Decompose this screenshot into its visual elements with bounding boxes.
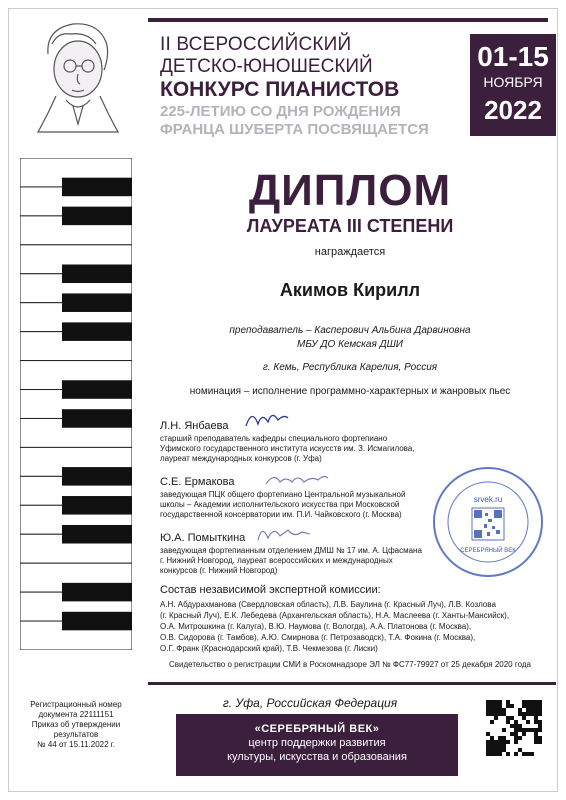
- header-rule: [148, 18, 548, 22]
- qr-module: [522, 728, 526, 732]
- black-key: [62, 178, 132, 197]
- date-range: 01-15: [477, 41, 549, 72]
- qr-module: [514, 752, 518, 756]
- qr-module: [522, 752, 526, 756]
- commission-title: Состав независимой экспертной комиссии:: [160, 584, 381, 596]
- qr-module: [486, 740, 490, 744]
- qr-module: [494, 744, 498, 748]
- qr-module: [526, 708, 530, 712]
- qr-module: [494, 752, 498, 756]
- qr-module: [534, 716, 538, 720]
- commission-line: О.Г. Франк (Краснодарский край), Т.В. Чекмезова (г. Лиски): [160, 644, 378, 653]
- qr-module: [490, 740, 494, 744]
- qr-module: [538, 712, 542, 716]
- qr-module: [502, 736, 506, 740]
- footer-rule: [148, 682, 556, 685]
- qr-module: [530, 708, 534, 712]
- diploma-title: ДИПЛОМ: [248, 166, 452, 215]
- qr-module: [538, 704, 542, 708]
- date-badge: [470, 34, 556, 136]
- qr-module: [486, 700, 490, 704]
- qr-module: [514, 728, 518, 732]
- qr-module: [530, 712, 534, 716]
- qr-module: [530, 704, 534, 708]
- qr-module: [530, 752, 534, 756]
- qr-module: [514, 740, 518, 744]
- qr-module: [518, 712, 522, 716]
- qr-module: [538, 736, 542, 740]
- qr-module: [534, 704, 538, 708]
- nomination-line: номинация – исполнение программно-характерных и жанровых пьес: [189, 386, 511, 397]
- footer-city: г. Уфа, Российская Федерация: [222, 696, 398, 710]
- qr-module: [498, 740, 502, 744]
- qr-module: [518, 736, 522, 740]
- qr-module: [534, 740, 538, 744]
- qr-module: [510, 732, 514, 736]
- qr-module: [498, 752, 502, 756]
- qr-module: [510, 724, 514, 728]
- qr-module: [498, 748, 502, 752]
- qr-module: [526, 704, 530, 708]
- qr-module: [498, 708, 502, 712]
- qr-module: [502, 740, 506, 744]
- qr-module: [490, 736, 494, 740]
- contest-title-line2: ДЕТСКО-ЮНОШЕСКИЙ: [160, 56, 373, 77]
- qr-module: [534, 728, 538, 732]
- qr-module: [534, 720, 538, 724]
- qr-module: [538, 700, 542, 704]
- qr-module: [498, 736, 502, 740]
- qr-module: [486, 752, 490, 756]
- qr-module: [518, 708, 522, 712]
- jury-desc: заведующая ПЦК общего фортепиано Центральной музыкальной школы – Академии исполнительского искусства при Московской государственной консерватории им. П.И. Чайковского (г. Москва): [160, 490, 406, 519]
- qr-module: [522, 716, 526, 720]
- qr-module: [526, 720, 530, 724]
- commission-line: (г. Красный Луч), Е.К. Лебедева (Архангельская область), Н.А. Маслеева (г. Ханты-Мансийск),: [160, 611, 510, 620]
- black-key: [62, 293, 132, 312]
- qr-module: [486, 704, 490, 708]
- qr-module: [518, 724, 522, 728]
- qr-module: [490, 752, 494, 756]
- qr-module: [490, 712, 494, 716]
- qr-module: [534, 708, 538, 712]
- qr-module: [502, 728, 506, 732]
- laureate-degree: ЛАУРЕАТА III СТЕПЕНИ: [246, 216, 454, 236]
- qr-module: [534, 732, 538, 736]
- qr-module: [494, 708, 498, 712]
- qr-module: [502, 708, 506, 712]
- schubert-portrait: [18, 14, 138, 154]
- qr-module: [526, 752, 530, 756]
- black-key: [62, 207, 132, 226]
- qr-module: [502, 744, 506, 748]
- qr-module: [510, 716, 514, 720]
- black-key: [62, 525, 132, 544]
- qr-module: [522, 704, 526, 708]
- registration-info: Регистрационный номер документа 22111151 Приказ об утверждении результатов № 44 от 15.11.2022 г.: [30, 700, 122, 749]
- qr-module: [510, 704, 514, 708]
- qr-module: [494, 740, 498, 744]
- contest-title-line1: II ВСЕРОССИЙСКИЙ: [160, 34, 352, 55]
- qr-module: [498, 700, 502, 704]
- qr-module: [514, 732, 518, 736]
- qr-module: [490, 700, 494, 704]
- qr-module: [494, 716, 498, 720]
- qr-code: [486, 700, 542, 756]
- qr-module: [490, 708, 494, 712]
- qr-module: [486, 708, 490, 712]
- jury-name: С.Е. Ермакова: [160, 476, 235, 488]
- qr-module: [506, 704, 510, 708]
- qr-module: [518, 728, 522, 732]
- qr-module: [494, 748, 498, 752]
- qr-module: [522, 712, 526, 716]
- commission-line: О.А. Митрошкина (г. Калуга), В.Ю. Наумова (г. Вологда), А.А. Платонова (г. Москва),: [160, 622, 472, 631]
- qr-module: [538, 708, 542, 712]
- qr-module: [486, 732, 490, 736]
- qr-module: [514, 720, 518, 724]
- qr-module: [506, 720, 510, 724]
- qr-module: [526, 728, 530, 732]
- qr-module: [498, 704, 502, 708]
- qr-module: [486, 712, 490, 716]
- qr-module: [490, 720, 494, 724]
- black-key: [62, 409, 132, 428]
- signature-2: [262, 468, 332, 490]
- black-key: [62, 322, 132, 341]
- qr-module: [514, 736, 518, 740]
- organization-desc-2: культуры, искусства и образования: [227, 751, 407, 763]
- qr-module: [494, 712, 498, 716]
- commission-line: А.Н. Абдурахманова (Свердловская область), Л.В. Баулина (г. Красный Луч), Л.В. Козлова: [160, 600, 496, 609]
- qr-module: [522, 732, 526, 736]
- dedication-line1: 225-ЛЕТИЮ СО ДНЯ РОЖДЕНИЯ: [160, 103, 401, 120]
- qr-module: [538, 740, 542, 744]
- jury-desc: старший преподаватель кафедры специального фортепиано Уфимского государственного института искусств им. З. Исмагилова, лауреат международных конкурсов (г. Уфа): [160, 434, 415, 463]
- qr-module: [534, 736, 538, 740]
- qr-module: [490, 744, 494, 748]
- black-key: [62, 467, 132, 486]
- commission-line: О.В. Сидорова (г. Тамбов), А.Ю. Смирнова (г. Петрозаводск), Т.А. Фокина (г. Москва),: [160, 633, 476, 642]
- organization-box: [176, 714, 458, 776]
- recipient-name: Акимов Кирилл: [279, 280, 421, 300]
- qr-module: [526, 712, 530, 716]
- qr-module: [506, 752, 510, 756]
- qr-module: [494, 704, 498, 708]
- piano-keys-decoration: [20, 158, 132, 650]
- qr-module: [486, 748, 490, 752]
- qr-module: [506, 716, 510, 720]
- qr-module: [502, 748, 506, 752]
- black-key: [62, 583, 132, 602]
- qr-module: [514, 724, 518, 728]
- contest-title-line3: КОНКУРС ПИАНИСТОВ: [160, 78, 400, 101]
- qr-module: [494, 700, 498, 704]
- date-month: НОЯБРЯ: [483, 74, 543, 90]
- dedication-line2: ФРАНЦА ШУБЕРТА ПОСВЯЩАЕТСЯ: [160, 121, 429, 138]
- qr-module: [526, 700, 530, 704]
- organization-desc-1: центр поддержки развития: [248, 737, 386, 749]
- black-key: [62, 496, 132, 515]
- qr-module: [506, 740, 510, 744]
- organization-name: «СЕРЕБРЯНЫЙ ВЕК»: [254, 723, 380, 735]
- black-key: [62, 265, 132, 284]
- city-line: г. Кемь, Республика Карелия, Россия: [262, 362, 438, 373]
- qr-module: [498, 712, 502, 716]
- awarded-label: награждается: [314, 246, 386, 258]
- black-key: [62, 612, 132, 631]
- stamp-center: СЕРЕБРЯНЫЙ ВЕК: [460, 548, 516, 554]
- qr-module: [518, 748, 522, 752]
- qr-module: [530, 700, 534, 704]
- signature-1: [242, 406, 292, 432]
- jury-name: Л.Н. Янбаева: [160, 420, 229, 432]
- black-key: [62, 380, 132, 399]
- qr-module: [490, 748, 494, 752]
- stamp-site: srvek.ru: [473, 495, 503, 504]
- qr-module: [538, 724, 542, 728]
- signature-3: [254, 522, 314, 546]
- teacher-line: преподаватель – Касперович Альбина Дарвиновна: [229, 325, 471, 336]
- qr-module: [538, 720, 542, 724]
- qr-module: [498, 744, 502, 748]
- jury-name: Ю.А. Помыткина: [160, 532, 246, 544]
- registry-note: Свидетельство о регистрации СМИ в Роскомнадзоре ЭЛ № ФС77-79927 от 25 декабря 2020 года: [169, 660, 531, 669]
- school-line: МБУ ДО Кемская ДШИ: [297, 339, 403, 350]
- qr-module: [486, 744, 490, 748]
- qr-module: [490, 704, 494, 708]
- qr-module: [502, 712, 506, 716]
- qr-module: [534, 700, 538, 704]
- qr-module: [538, 728, 542, 732]
- date-year: 2022: [484, 95, 542, 125]
- organization-stamp: [432, 466, 544, 578]
- qr-module: [534, 712, 538, 716]
- jury-desc: заведующая фортепианным отделением ДМШ № 17 им. А. Цфасмана г. Нижний Новгород, лауреат всероссийских и международных конкурсов (г. Нижний Новгород): [160, 546, 422, 575]
- qr-module: [530, 728, 534, 732]
- qr-module: [506, 700, 510, 704]
- qr-module: [522, 700, 526, 704]
